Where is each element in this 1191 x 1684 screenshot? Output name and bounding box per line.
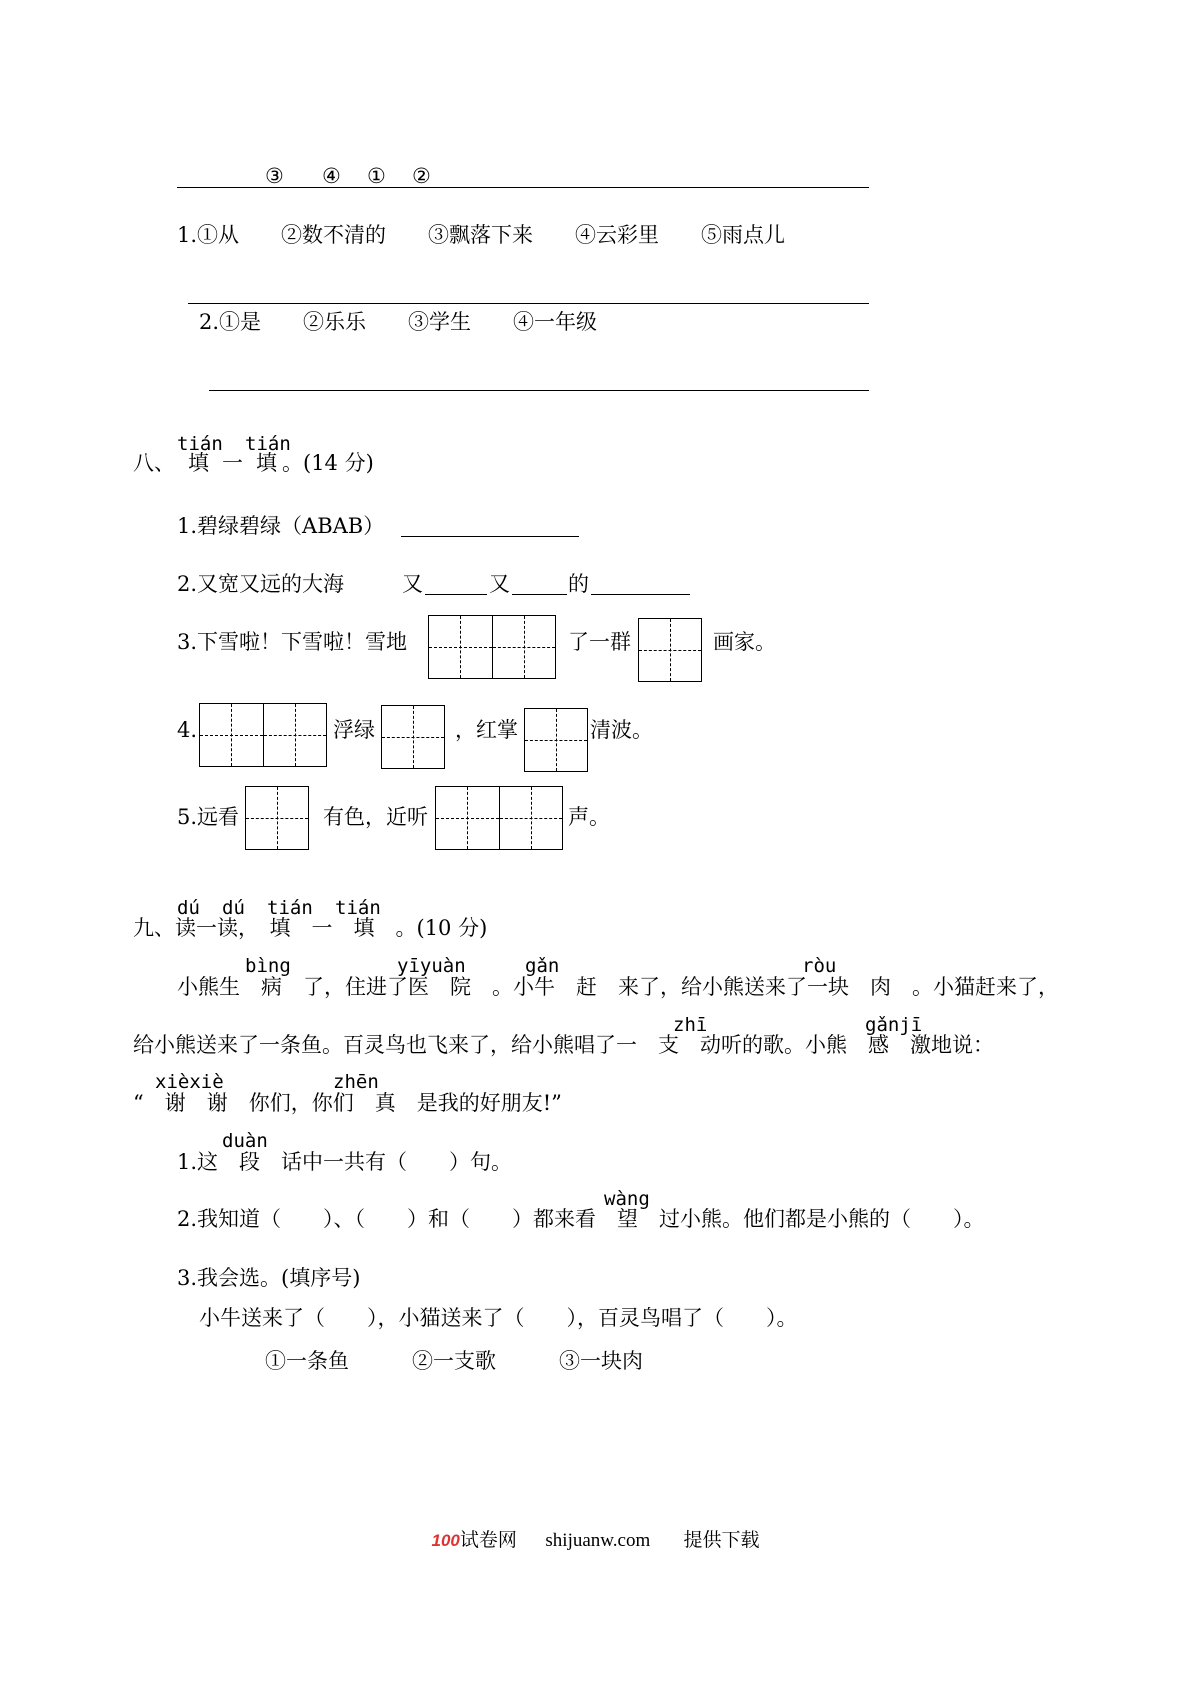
s8-item-5-grid-2[interactable] [435, 786, 563, 850]
pinyin-rou: ròu [802, 955, 837, 977]
s8-item-2-a: 2.又宽又远的大海 [177, 572, 345, 596]
order-num-2: ② [412, 164, 431, 188]
s8-item-1-blank[interactable] [401, 536, 579, 537]
s8-item-4-a: 4. [177, 718, 198, 742]
pinyin-duan: duàn [222, 1130, 268, 1152]
passage-line-2: 给小熊送来了一条鱼。百灵鸟也飞来了，给小熊唱了一 支 动听的歌。小熊 感 激地说： [133, 1033, 994, 1057]
s8-item-2-b: 又 [402, 572, 423, 596]
s8-item-4-grid-2[interactable] [381, 705, 445, 769]
s8-item-1: 1.碧绿碧绿（ABAB） [177, 514, 385, 538]
s8-item-3-grid-2[interactable] [638, 618, 702, 682]
s9-question-3: 3.我会选。(填序号) [177, 1266, 361, 1290]
section-8-char-1: 填 [188, 451, 209, 475]
order-question-2: 2.①是 ②乐乐 ③学生 ④一年级 [199, 310, 598, 334]
pinyin-tian-4: tián [335, 897, 381, 919]
pinyin-yiyuan: yīyuàn [397, 955, 466, 977]
s8-item-5-grid-1[interactable] [245, 786, 309, 850]
s8-item-3-a: 3.下雪啦！下雪啦！雪地 [177, 630, 408, 654]
s8-item-4-grid-3[interactable] [524, 708, 588, 772]
s8-item-2-d: 的 [568, 572, 589, 596]
section-8-char-3: 填 [256, 451, 277, 475]
section-8-char-2: 一 [222, 451, 243, 475]
answer-line-1[interactable] [188, 303, 869, 304]
s9-question-3-options: ①一条鱼 ②一支歌 ③一块肉 [265, 1349, 643, 1373]
section-9-title: 九、读一读， 填 一 填 。(10 分) [133, 916, 488, 940]
order-num-1: ① [367, 164, 386, 188]
pinyin-bing: bìng [245, 955, 291, 977]
section-8-suffix: 。(14 分) [282, 451, 374, 475]
s8-item-3-c: 画家。 [713, 630, 776, 654]
footer-note: 提供下载 [683, 1530, 760, 1551]
s8-item-3-grid-1[interactable] [428, 615, 556, 679]
section-8-prefix: 八、 [133, 451, 175, 475]
s8-item-5-c: 声。 [568, 805, 610, 829]
s8-item-5-b: 有色，近听 [323, 805, 428, 829]
order-num-4: ④ [322, 164, 341, 188]
answer-line-2[interactable] [209, 390, 869, 391]
s8-item-2-blank-1[interactable] [425, 594, 487, 595]
answer-line-0[interactable] [177, 187, 869, 188]
footer-domain-link[interactable]: shijuanw.com [545, 1530, 651, 1551]
s8-item-3-b: 了一群 [568, 630, 631, 654]
pinyin-du-1: dú [177, 897, 200, 919]
s8-item-5-a: 5.远看 [177, 805, 240, 829]
pinyin-zhi: zhī [673, 1014, 708, 1036]
s9-question-2: 2.我知道（ ）、（ ）和（ ）都来看 望 过小熊。他们都是小熊的（ ）。 [177, 1207, 985, 1231]
order-num-3: ③ [265, 164, 284, 188]
passage-line-3: “ 谢 谢 你们，你们 真 是我的好朋友!” [133, 1091, 562, 1115]
s8-item-2-blank-2[interactable] [512, 594, 567, 595]
pinyin-xiexie: xièxiè [155, 1071, 224, 1093]
pinyin-zhen: zhēn [333, 1071, 379, 1093]
pinyin-tian-3: tián [267, 897, 313, 919]
s8-item-2-c: 又 [489, 572, 510, 596]
pinyin-du-2: dú [222, 897, 245, 919]
s8-item-4-c: ，红掌 [455, 718, 518, 742]
footer [0, 1525, 1191, 1552]
order-question-1: 1.①从 ②数不清的 ③飘落下来 ④云彩里 ⑤雨点儿 [177, 223, 786, 247]
pinyin-wang: wàng [604, 1188, 650, 1210]
s8-item-4-b: 浮绿 [333, 718, 375, 742]
s9-question-1: 1.这 段 话中一共有（ ）句。 [177, 1150, 513, 1174]
s8-item-4-grid-1[interactable] [199, 703, 327, 767]
s8-item-2-blank-3[interactable] [591, 594, 690, 595]
pinyin-tian-2: tián [245, 433, 291, 455]
pinyin-ganji: gǎnjī [865, 1014, 923, 1036]
site-logo: 100 [431, 1531, 460, 1550]
pinyin-gan: gǎn [525, 955, 560, 977]
s9-question-3-line: 小牛送来了（ ），小猫送来了（ ），百灵鸟唱了（ ）。 [199, 1306, 798, 1330]
footer-site-cn: 试卷网 [459, 1530, 517, 1551]
s8-item-4-d: 清波。 [590, 718, 653, 742]
pinyin-tian-1: tián [177, 433, 223, 455]
passage-line-1: 小熊生 病 了，住进了医 院 。小牛 赶 来了，给小熊送来了一块 肉 。小猫赶来了， [177, 975, 1059, 999]
